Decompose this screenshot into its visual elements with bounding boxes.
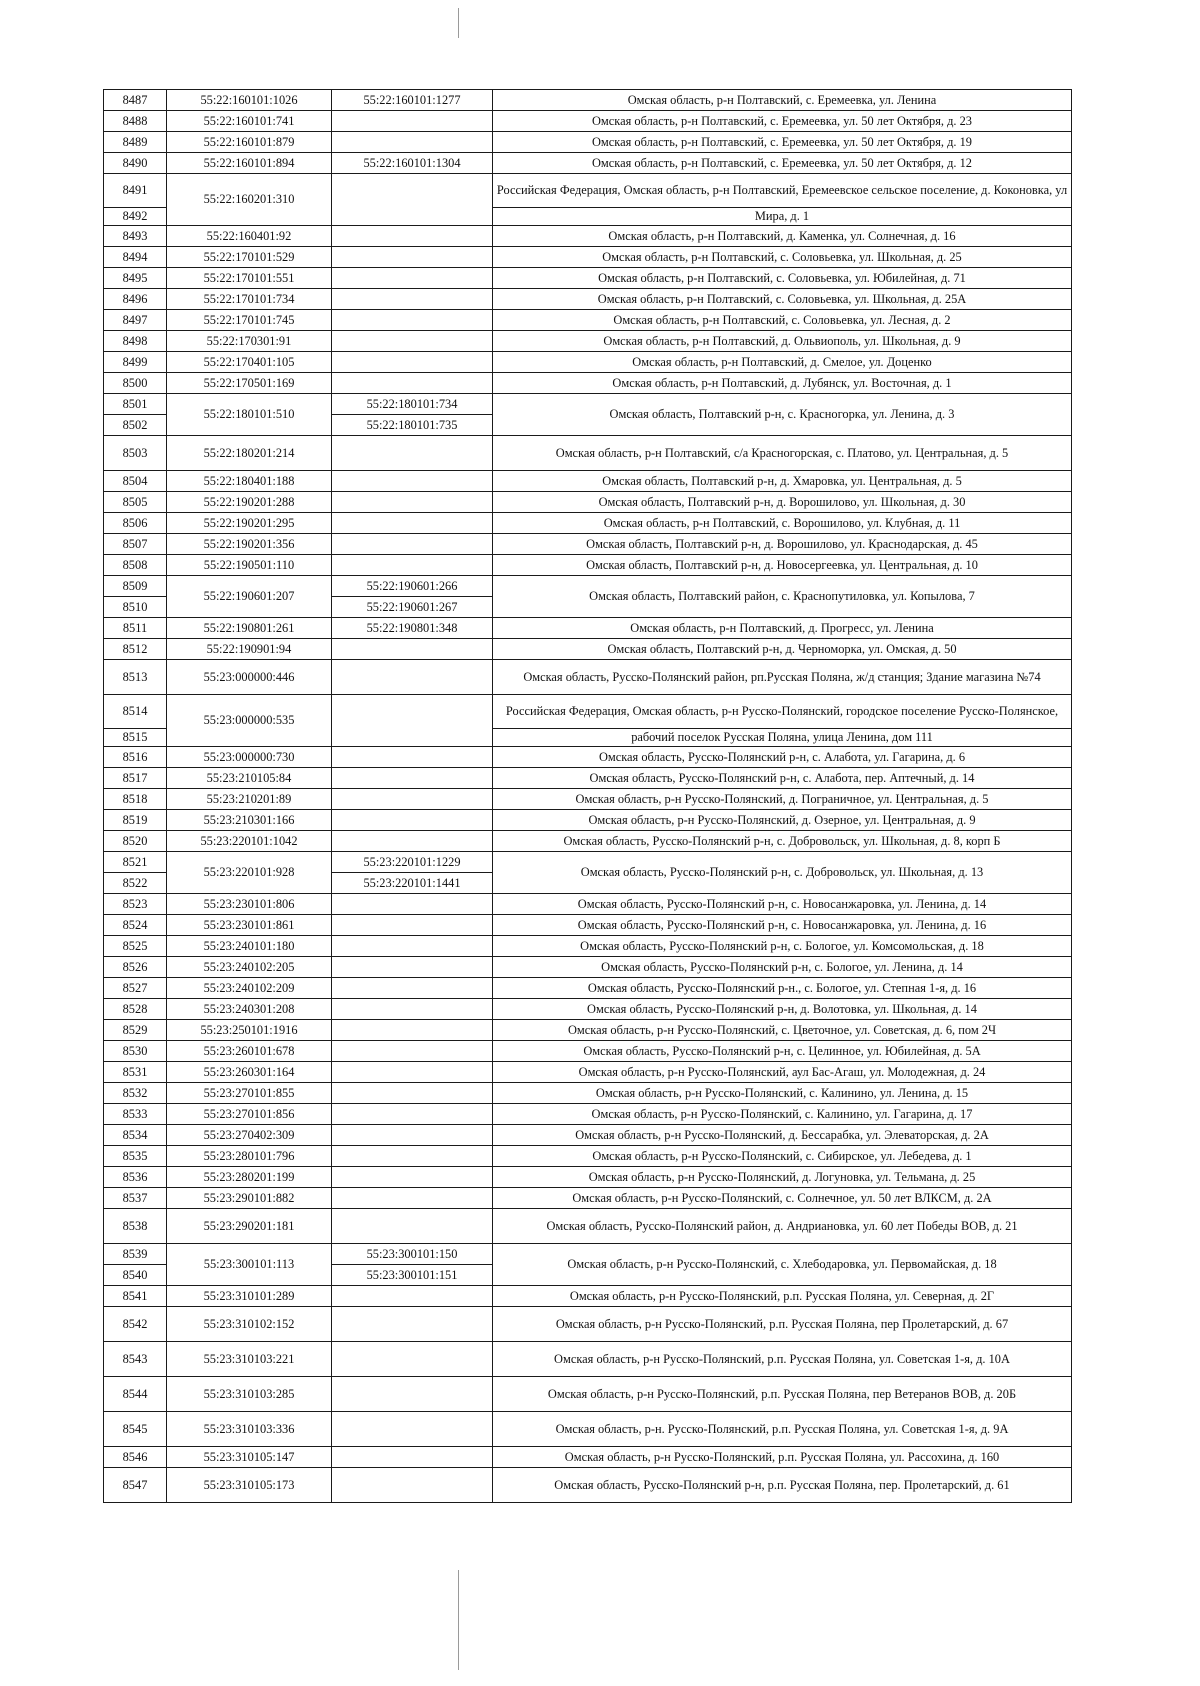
table-row — [104, 1083, 1072, 1104]
object-number-cell — [332, 111, 493, 132]
row-number-cell: 8518 — [104, 789, 167, 810]
row-number-cell: 8499 — [104, 352, 167, 373]
address-cell: Омская область, Русско-Полянский р-н, д. Волотовка, ул. Школьная, д. 14 — [493, 999, 1072, 1020]
row-number-cell: 8534 — [104, 1125, 167, 1146]
row-number-cell: 8545 — [104, 1412, 167, 1447]
row-number-cell: 8489 — [104, 132, 167, 153]
table-row — [104, 1377, 1072, 1412]
address-cell: Омская область, р-н Русско-Полянский, аул Бас-Агаш, ул. Молодежная, д. 24 — [493, 1062, 1072, 1083]
table-row — [104, 268, 1072, 289]
address-cell: Омская область, р-н Русско-Полянский, д. Бессарабка, ул. Элеваторская, д. 2А — [493, 1125, 1072, 1146]
object-number-cell — [332, 1125, 493, 1146]
table-row — [104, 174, 1072, 208]
object-number-cell: 55:22:160101:1304 — [332, 153, 493, 174]
address-cell: Омская область, р-н Полтавский, с. Еремеевка, ул. Ленина — [493, 90, 1072, 111]
object-number-cell — [332, 1188, 493, 1209]
cadastral-number-cell: 55:22:190501:110 — [167, 555, 332, 576]
object-number-cell — [332, 1377, 493, 1412]
table-row — [104, 660, 1072, 695]
address-cell: Омская область, Полтавский р-н, д. Ворошилово, ул. Краснодарская, д. 45 — [493, 534, 1072, 555]
table-row — [104, 831, 1072, 852]
object-number-cell: 55:23:300101:151 — [332, 1265, 493, 1286]
table-row — [104, 436, 1072, 471]
scan-artifact — [458, 1570, 459, 1670]
address-cell: Омская область, р-н Полтавский, с. Еремеевка, ул. 50 лет Октября, д. 19 — [493, 132, 1072, 153]
cadastral-number-cell: 55:23:230101:861 — [167, 915, 332, 936]
object-number-cell — [332, 436, 493, 471]
object-number-cell — [332, 894, 493, 915]
object-number-cell — [332, 1286, 493, 1307]
table-row — [104, 618, 1072, 639]
row-number-cell: 8504 — [104, 471, 167, 492]
row-number-cell: 8522 — [104, 873, 167, 894]
table-row — [104, 1062, 1072, 1083]
row-number-cell: 8520 — [104, 831, 167, 852]
address-cell: рабочий поселок Русская Поляна, улица Ленина, дом 111 — [493, 729, 1072, 747]
table-row — [104, 894, 1072, 915]
row-number-cell: 8512 — [104, 639, 167, 660]
object-number-cell: 55:22:180101:734 — [332, 394, 493, 415]
address-cell: Омская область, р-н Русско-Полянский, р.п. Русская Поляна, ул. Советская 1-я, д. 10А — [493, 1342, 1072, 1377]
row-number-cell: 8524 — [104, 915, 167, 936]
cadastral-number-cell: 55:23:270101:855 — [167, 1083, 332, 1104]
table-row — [104, 331, 1072, 352]
table-row — [104, 1104, 1072, 1125]
row-number-cell: 8539 — [104, 1244, 167, 1265]
address-cell: Омская область, р-н Русско-Полянский, с. Солнечное, ул. 50 лет ВЛКСМ, д. 2А — [493, 1188, 1072, 1209]
object-number-cell — [332, 1307, 493, 1342]
table-row — [104, 1244, 1072, 1265]
table-row — [104, 1307, 1072, 1342]
row-number-cell: 8493 — [104, 226, 167, 247]
table-row — [104, 1468, 1072, 1503]
cadastral-number-cell: 55:23:310105:147 — [167, 1447, 332, 1468]
cadastral-number-cell: 55:22:180401:188 — [167, 471, 332, 492]
cadastral-number-cell: 55:22:190201:356 — [167, 534, 332, 555]
address-cell: Омская область, Полтавский р-н, с. Красногорка, ул. Ленина, д. 3 — [493, 394, 1072, 436]
address-cell: Омская область, р-н Полтавский, д. Прогресс, ул. Ленина — [493, 618, 1072, 639]
table-row — [104, 111, 1072, 132]
address-cell: Омская область, р-н Русско-Полянский, р.п. Русская Поляна, ул. Рассохина, д. 160 — [493, 1447, 1072, 1468]
object-number-cell — [332, 492, 493, 513]
cadastral-number-cell: 55:23:230101:806 — [167, 894, 332, 915]
cadastral-number-cell: 55:23:270101:856 — [167, 1104, 332, 1125]
cadastral-number-cell: 55:23:260301:164 — [167, 1062, 332, 1083]
address-cell: Омская область, р-н Полтавский, с. Соловьевка, ул. Лесная, д. 2 — [493, 310, 1072, 331]
row-number-cell: 8535 — [104, 1146, 167, 1167]
object-number-cell — [332, 1167, 493, 1188]
cadastral-number-cell: 55:23:280101:796 — [167, 1146, 332, 1167]
address-cell: Омская область, р-н Русско-Полянский, с. Цветочное, ул. Советская, д. 6, пом 2Ч — [493, 1020, 1072, 1041]
table-body — [104, 90, 1072, 1503]
address-cell: Омская область, р-н Полтавский, д. Каменка, ул. Солнечная, д. 16 — [493, 226, 1072, 247]
table-row — [104, 471, 1072, 492]
table-row — [104, 915, 1072, 936]
address-cell: Мира, д. 1 — [493, 208, 1072, 226]
object-number-cell — [332, 1342, 493, 1377]
address-cell: Омская область, р-н Русско-Полянский, р.п. Русская Поляна, пер Пролетарский, д. 67 — [493, 1307, 1072, 1342]
object-number-cell — [332, 534, 493, 555]
row-number-cell: 8542 — [104, 1307, 167, 1342]
table-row — [104, 247, 1072, 268]
object-number-cell: 55:23:300101:150 — [332, 1244, 493, 1265]
row-number-cell: 8494 — [104, 247, 167, 268]
row-number-cell: 8511 — [104, 618, 167, 639]
address-cell: Омская область, Русско-Полянский р-н, с. Бологое, ул. Комсомольская, д. 18 — [493, 936, 1072, 957]
address-cell: Омская область, Полтавский р-н, д. Черноморка, ул. Омская, д. 50 — [493, 639, 1072, 660]
row-number-cell: 8508 — [104, 555, 167, 576]
cadastral-number-cell: 55:23:310103:221 — [167, 1342, 332, 1377]
row-number-cell: 8496 — [104, 289, 167, 310]
cadastral-number-cell: 55:23:270402:309 — [167, 1125, 332, 1146]
address-cell: Омская область, р-н Русско-Полянский, с. Сибирское, ул. Лебедева, д. 1 — [493, 1146, 1072, 1167]
object-number-cell — [332, 1041, 493, 1062]
object-number-cell — [332, 174, 493, 226]
cadastral-number-cell: 55:22:160101:894 — [167, 153, 332, 174]
cadastral-number-cell: 55:23:000000:535 — [167, 695, 332, 747]
cadastral-number-cell: 55:22:170101:734 — [167, 289, 332, 310]
table-row — [104, 513, 1072, 534]
cadastral-number-cell: 55:23:310103:285 — [167, 1377, 332, 1412]
row-number-cell: 8517 — [104, 768, 167, 789]
cadastral-number-cell: 55:23:310103:336 — [167, 1412, 332, 1447]
row-number-cell: 8547 — [104, 1468, 167, 1503]
object-number-cell — [332, 289, 493, 310]
address-cell: Омская область, р-н Полтавский, с. Ворошилово, ул. Клубная, д. 11 — [493, 513, 1072, 534]
object-number-cell — [332, 999, 493, 1020]
cadastral-number-cell: 55:22:190801:261 — [167, 618, 332, 639]
table-row — [104, 936, 1072, 957]
row-number-cell: 8519 — [104, 810, 167, 831]
table-row — [104, 768, 1072, 789]
address-cell: Омская область, Русско-Полянский р-н, с. Бологое, ул. Ленина, д. 14 — [493, 957, 1072, 978]
table-row — [104, 352, 1072, 373]
table-row — [104, 852, 1072, 873]
address-cell: Омская область, Русско-Полянский р-н, р.п. Русская Поляна, пер. Пролетарский, д. 61 — [493, 1468, 1072, 1503]
object-number-cell — [332, 268, 493, 289]
cadastral-number-cell: 55:23:260101:678 — [167, 1041, 332, 1062]
table-row — [104, 1209, 1072, 1244]
row-number-cell: 8529 — [104, 1020, 167, 1041]
row-number-cell: 8497 — [104, 310, 167, 331]
cadastral-number-cell: 55:23:210105:84 — [167, 768, 332, 789]
object-number-cell — [332, 226, 493, 247]
row-number-cell: 8510 — [104, 597, 167, 618]
table-row — [104, 90, 1072, 111]
object-number-cell — [332, 1104, 493, 1125]
address-cell: Омская область, Русско-Полянский р-н, с. Добровольск, ул. Школьная, д. 13 — [493, 852, 1072, 894]
cadastral-number-cell: 55:22:190201:295 — [167, 513, 332, 534]
cadastral-number-cell: 55:22:180201:214 — [167, 436, 332, 471]
cadastral-number-cell: 55:23:280201:199 — [167, 1167, 332, 1188]
table-row — [104, 1447, 1072, 1468]
row-number-cell: 8488 — [104, 111, 167, 132]
object-number-cell — [332, 1412, 493, 1447]
table-row — [104, 789, 1072, 810]
address-cell: Омская область, р-н Русско-Полянский, с. Калинино, ул. Ленина, д. 15 — [493, 1083, 1072, 1104]
object-number-cell — [332, 915, 493, 936]
address-cell: Омская область, р-н Русско-Полянский, с. Калинино, ул. Гагарина, д. 17 — [493, 1104, 1072, 1125]
row-number-cell: 8540 — [104, 1265, 167, 1286]
object-number-cell — [332, 1020, 493, 1041]
object-number-cell — [332, 1083, 493, 1104]
object-number-cell — [332, 639, 493, 660]
table-row — [104, 132, 1072, 153]
row-number-cell: 8521 — [104, 852, 167, 873]
address-cell: Омская область, р-н Русско-Полянский, с. Хлебодаровка, ул. Первомайская, д. 18 — [493, 1244, 1072, 1286]
address-cell: Омская область, р-н Полтавский, д. Лубянск, ул. Восточная, д. 1 — [493, 373, 1072, 394]
row-number-cell: 8516 — [104, 747, 167, 768]
cadastral-number-cell: 55:23:000000:446 — [167, 660, 332, 695]
cadastral-number-cell: 55:23:210201:89 — [167, 789, 332, 810]
row-number-cell: 8514 — [104, 695, 167, 729]
address-cell: Омская область, р-н Полтавский, с. Соловьевка, ул. Юбилейная, д. 71 — [493, 268, 1072, 289]
cadastral-number-cell: 55:22:160101:1026 — [167, 90, 332, 111]
row-number-cell: 8515 — [104, 729, 167, 747]
row-number-cell: 8507 — [104, 534, 167, 555]
row-number-cell: 8509 — [104, 576, 167, 597]
property-register-table — [103, 89, 1072, 1503]
table-row — [104, 957, 1072, 978]
row-number-cell: 8527 — [104, 978, 167, 999]
object-number-cell — [332, 1146, 493, 1167]
row-number-cell: 8501 — [104, 394, 167, 415]
cadastral-number-cell: 55:23:000000:730 — [167, 747, 332, 768]
address-cell: Омская область, Русско-Полянский р-н, с. Новосанжаровка, ул. Ленина, д. 16 — [493, 915, 1072, 936]
object-number-cell — [332, 831, 493, 852]
table-row — [104, 1342, 1072, 1377]
object-number-cell — [332, 247, 493, 268]
row-number-cell: 8523 — [104, 894, 167, 915]
cadastral-number-cell: 55:23:220101:928 — [167, 852, 332, 894]
cadastral-number-cell: 55:23:290201:181 — [167, 1209, 332, 1244]
row-number-cell: 8490 — [104, 153, 167, 174]
row-number-cell: 8491 — [104, 174, 167, 208]
table-row — [104, 810, 1072, 831]
cadastral-number-cell: 55:23:240101:180 — [167, 936, 332, 957]
cadastral-number-cell: 55:23:310101:289 — [167, 1286, 332, 1307]
table-row — [104, 289, 1072, 310]
object-number-cell — [332, 331, 493, 352]
object-number-cell — [332, 936, 493, 957]
object-number-cell — [332, 132, 493, 153]
row-number-cell: 8541 — [104, 1286, 167, 1307]
table-row — [104, 394, 1072, 415]
address-cell: Омская область, Полтавский р-н, д. Ворошилово, ул. Школьная, д. 30 — [493, 492, 1072, 513]
address-cell: Омская область, р-н Полтавский, д. Ольвиополь, ул. Школьная, д. 9 — [493, 331, 1072, 352]
cadastral-number-cell: 55:23:310105:173 — [167, 1468, 332, 1503]
object-number-cell — [332, 978, 493, 999]
row-number-cell: 8526 — [104, 957, 167, 978]
object-number-cell: 55:22:190601:267 — [332, 597, 493, 618]
object-number-cell — [332, 1447, 493, 1468]
row-number-cell: 8500 — [104, 373, 167, 394]
address-cell: Российская Федерация, Омская область, р-н Полтавский, Еремеевское сельское поселение, д. Коконовка, ул — [493, 174, 1072, 208]
address-cell: Омская область, р-н Полтавский, с/а Красногорская, с. Платово, ул. Центральная, д. 5 — [493, 436, 1072, 471]
cadastral-number-cell: 55:22:170101:745 — [167, 310, 332, 331]
object-number-cell: 55:22:190601:266 — [332, 576, 493, 597]
table-row — [104, 1020, 1072, 1041]
cadastral-number-cell: 55:22:170501:169 — [167, 373, 332, 394]
cadastral-number-cell: 55:22:180101:510 — [167, 394, 332, 436]
cadastral-number-cell: 55:22:170301:91 — [167, 331, 332, 352]
row-number-cell: 8530 — [104, 1041, 167, 1062]
address-cell: Омская область, р-н Русско-Полянский, д. Пограничное, ул. Центральная, д. 5 — [493, 789, 1072, 810]
address-cell: Омская область, Русско-Полянский р-н, с. Новосанжаровка, ул. Ленина, д. 14 — [493, 894, 1072, 915]
object-number-cell — [332, 373, 493, 394]
address-cell: Омская область, Русско-Полянский р-н, с. Алабота, ул. Гагарина, д. 6 — [493, 747, 1072, 768]
object-number-cell — [332, 1468, 493, 1503]
row-number-cell: 8536 — [104, 1167, 167, 1188]
object-number-cell: 55:23:220101:1441 — [332, 873, 493, 894]
cadastral-number-cell: 55:23:220101:1042 — [167, 831, 332, 852]
cadastral-number-cell: 55:22:170101:529 — [167, 247, 332, 268]
row-number-cell: 8543 — [104, 1342, 167, 1377]
cadastral-number-cell: 55:22:190201:288 — [167, 492, 332, 513]
object-number-cell — [332, 789, 493, 810]
row-number-cell: 8498 — [104, 331, 167, 352]
address-cell: Омская область, Русско-Полянский район, д. Андриановка, ул. 60 лет Победы ВОВ, д. 21 — [493, 1209, 1072, 1244]
row-number-cell: 8495 — [104, 268, 167, 289]
address-cell: Омская область, р-н Полтавский, с. Соловьевка, ул. Школьная, д. 25 — [493, 247, 1072, 268]
address-cell: Российская Федерация, Омская область, р-н Русско-Полянский, городское поселение Русско-Полянское, — [493, 695, 1072, 729]
table-row — [104, 1125, 1072, 1146]
object-number-cell — [332, 660, 493, 695]
row-number-cell: 8531 — [104, 1062, 167, 1083]
row-number-cell: 8538 — [104, 1209, 167, 1244]
table-row — [104, 492, 1072, 513]
cadastral-number-cell: 55:23:210301:166 — [167, 810, 332, 831]
row-number-cell: 8506 — [104, 513, 167, 534]
object-number-cell: 55:23:220101:1229 — [332, 852, 493, 873]
cadastral-number-cell: 55:23:310102:152 — [167, 1307, 332, 1342]
table-row — [104, 999, 1072, 1020]
object-number-cell — [332, 1209, 493, 1244]
row-number-cell: 8537 — [104, 1188, 167, 1209]
cadastral-number-cell: 55:23:250101:1916 — [167, 1020, 332, 1041]
table-row — [104, 555, 1072, 576]
cadastral-number-cell: 55:22:190901:94 — [167, 639, 332, 660]
table-row — [104, 1167, 1072, 1188]
row-number-cell: 8502 — [104, 415, 167, 436]
object-number-cell — [332, 695, 493, 747]
address-cell: Омская область, р-н Полтавский, с. Еремеевка, ул. 50 лет Октября, д. 12 — [493, 153, 1072, 174]
table-row — [104, 1041, 1072, 1062]
cadastral-number-cell: 55:23:240102:209 — [167, 978, 332, 999]
address-cell: Омская область, Русско-Полянский р-н, с. Целинное, ул. Юбилейная, д. 5А — [493, 1041, 1072, 1062]
table-row — [104, 153, 1072, 174]
address-cell: Омская область, р-н Полтавский, д. Смелое, ул. Доценко — [493, 352, 1072, 373]
table-row — [104, 1286, 1072, 1307]
object-number-cell — [332, 513, 493, 534]
row-number-cell: 8544 — [104, 1377, 167, 1412]
address-cell: Омская область, р-н Русско-Полянский, д. Озерное, ул. Центральная, д. 9 — [493, 810, 1072, 831]
address-cell: Омская область, р-н Русско-Полянский, р.п. Русская Поляна, ул. Северная, д. 2Г — [493, 1286, 1072, 1307]
object-number-cell — [332, 768, 493, 789]
row-number-cell: 8513 — [104, 660, 167, 695]
table-row — [104, 1146, 1072, 1167]
address-cell: Омская область, р-н Полтавский, с. Еремеевка, ул. 50 лет Октября, д. 23 — [493, 111, 1072, 132]
address-cell: Омская область, Русско-Полянский р-н, с. Алабота, пер. Аптечный, д. 14 — [493, 768, 1072, 789]
cadastral-number-cell: 55:22:190601:207 — [167, 576, 332, 618]
cadastral-number-cell: 55:22:160401:92 — [167, 226, 332, 247]
row-number-cell: 8487 — [104, 90, 167, 111]
address-cell: Омская область, Полтавский р-н, д. Хмаровка, ул. Центральная, д. 5 — [493, 471, 1072, 492]
row-number-cell: 8546 — [104, 1447, 167, 1468]
table-row — [104, 576, 1072, 597]
object-number-cell: 55:22:160101:1277 — [332, 90, 493, 111]
table-row — [104, 747, 1072, 768]
object-number-cell — [332, 352, 493, 373]
address-cell: Омская область, Русско-Полянский р-н., с. Бологое, ул. Степная 1-я, д. 16 — [493, 978, 1072, 999]
table-row — [104, 373, 1072, 394]
table-row — [104, 695, 1072, 729]
object-number-cell — [332, 555, 493, 576]
object-number-cell — [332, 1062, 493, 1083]
table-row — [104, 639, 1072, 660]
table-row — [104, 1188, 1072, 1209]
object-number-cell — [332, 471, 493, 492]
cadastral-number-cell: 55:23:300101:113 — [167, 1244, 332, 1286]
address-cell: Омская область, р-н. Русско-Полянский, р.п. Русская Поляна, ул. Советская 1-я, д. 9А — [493, 1412, 1072, 1447]
row-number-cell: 8528 — [104, 999, 167, 1020]
row-number-cell: 8525 — [104, 936, 167, 957]
cadastral-number-cell: 55:23:240102:205 — [167, 957, 332, 978]
address-cell: Омская область, р-н Русско-Полянский, р.п. Русская Поляна, пер Ветеранов ВОВ, д. 20Б — [493, 1377, 1072, 1412]
address-cell: Омская область, р-н Полтавский, с. Соловьевка, ул. Школьная, д. 25А — [493, 289, 1072, 310]
table-row — [104, 226, 1072, 247]
address-cell: Омская область, Полтавский район, с. Краснопутиловка, ул. Копылова, 7 — [493, 576, 1072, 618]
row-number-cell: 8503 — [104, 436, 167, 471]
object-number-cell — [332, 957, 493, 978]
cadastral-number-cell: 55:23:240301:208 — [167, 999, 332, 1020]
cadastral-number-cell: 55:22:160201:310 — [167, 174, 332, 226]
row-number-cell: 8492 — [104, 208, 167, 226]
object-number-cell — [332, 747, 493, 768]
table-row — [104, 310, 1072, 331]
table-row — [104, 978, 1072, 999]
object-number-cell — [332, 310, 493, 331]
row-number-cell: 8505 — [104, 492, 167, 513]
cadastral-number-cell: 55:22:170401:105 — [167, 352, 332, 373]
cadastral-number-cell: 55:22:160101:879 — [167, 132, 332, 153]
object-number-cell: 55:22:190801:348 — [332, 618, 493, 639]
scan-artifact — [458, 8, 459, 38]
object-number-cell: 55:22:180101:735 — [332, 415, 493, 436]
table-row — [104, 534, 1072, 555]
table-row — [104, 1412, 1072, 1447]
address-cell: Омская область, Полтавский р-н, д. Новосергеевка, ул. Центральная, д. 10 — [493, 555, 1072, 576]
object-number-cell — [332, 810, 493, 831]
cadastral-number-cell: 55:22:170101:551 — [167, 268, 332, 289]
address-cell: Омская область, Русско-Полянский район, рп.Русская Поляна, ж/д станция; Здание магазина №74 — [493, 660, 1072, 695]
row-number-cell: 8533 — [104, 1104, 167, 1125]
address-cell: Омская область, р-н Русско-Полянский, д. Логуновка, ул. Тельмана, д. 25 — [493, 1167, 1072, 1188]
cadastral-number-cell: 55:22:160101:741 — [167, 111, 332, 132]
cadastral-number-cell: 55:23:290101:882 — [167, 1188, 332, 1209]
address-cell: Омская область, Русско-Полянский р-н, с. Добровольск, ул. Школьная, д. 8, корп Б — [493, 831, 1072, 852]
row-number-cell: 8532 — [104, 1083, 167, 1104]
